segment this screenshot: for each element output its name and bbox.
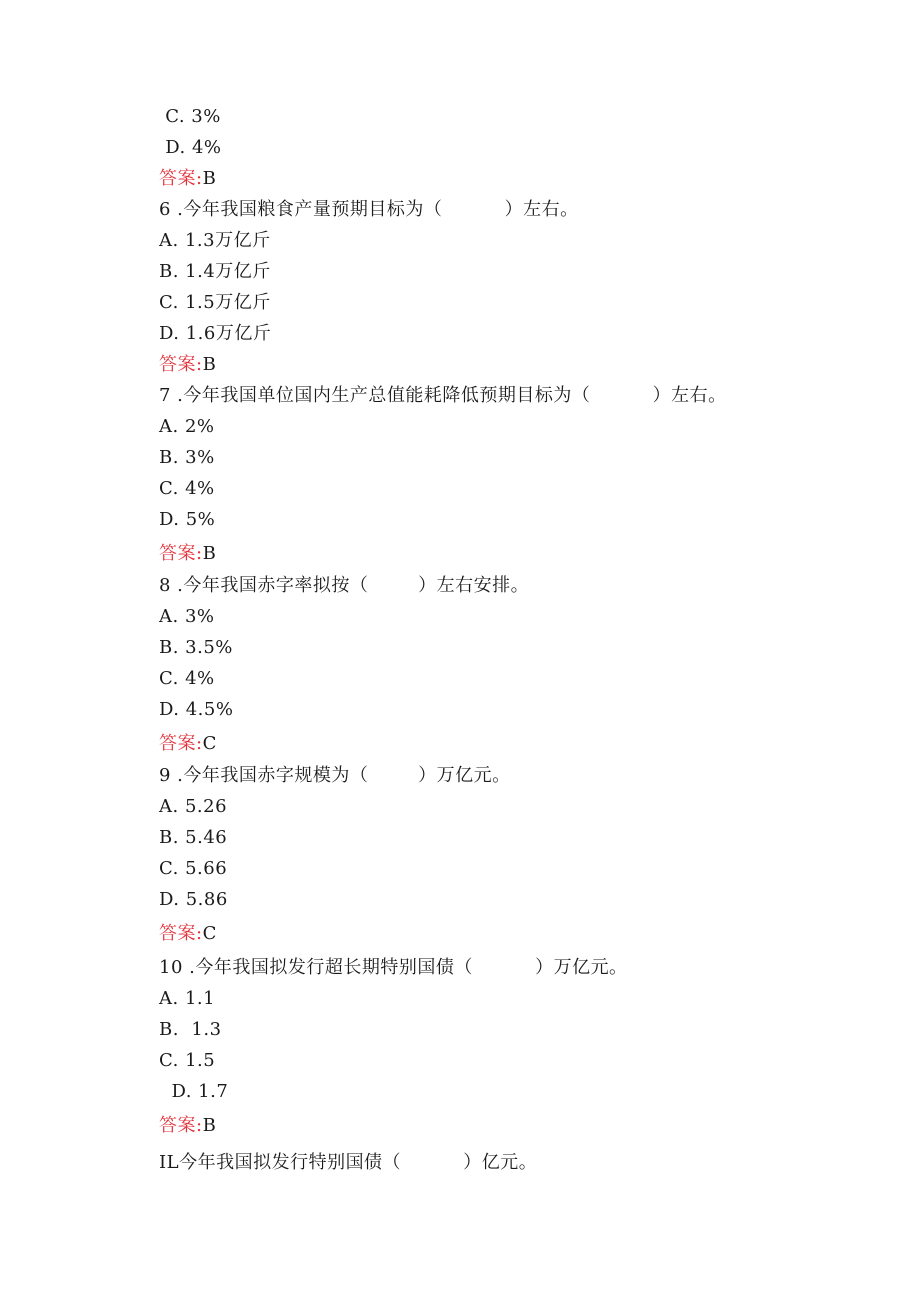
option-line: D. 1.6万亿斤 (159, 323, 272, 344)
option-line: B. 3% (159, 447, 215, 468)
option-line: C. 3% (159, 106, 221, 127)
option-line: C. 1.5万亿斤 (159, 292, 271, 313)
answer-line (159, 354, 216, 376)
answer-label: 答案: (159, 543, 203, 564)
answer-line (159, 923, 217, 945)
answer-line (159, 733, 217, 755)
question-line: 9 .今年我国赤字规模为（ ）万亿元。 (159, 765, 511, 786)
option-line: A. 3% (159, 606, 215, 627)
answer-value: B (202, 354, 217, 375)
option-line: B. 5.46 (159, 827, 228, 848)
option-line: A. 2% (159, 416, 215, 437)
option-line: D. 5% (159, 509, 216, 530)
option-line: A. 1.3万亿斤 (159, 230, 271, 251)
answer-line (159, 543, 216, 565)
answer-line (159, 1115, 216, 1137)
answer-label: 答案: (159, 1115, 203, 1136)
answer-value: B (202, 1115, 217, 1136)
answer-label: 答案: (159, 923, 203, 944)
answer-value: C (202, 923, 217, 944)
option-line: D. 4.5% (159, 699, 234, 720)
option-line: B. 3.5% (159, 637, 233, 658)
answer-label: 答案: (159, 733, 203, 754)
option-line: C. 5.66 (159, 858, 228, 879)
question-line: IL今年我国拟发行特别国债（ ）亿元。 (159, 1152, 538, 1173)
question-line: 6 .今年我国粮食产量预期目标为（ ）左右。 (159, 199, 579, 220)
answer-value: B (202, 168, 217, 189)
option-line: A. 1.1 (159, 988, 216, 1009)
option-line: D. 4% (159, 137, 222, 158)
option-line: B. 1.3 (159, 1019, 222, 1040)
question-line: 8 .今年我国赤字率拟按（ ）左右安排。 (159, 575, 530, 596)
answer-line (159, 168, 216, 190)
answer-value: B (202, 543, 217, 564)
question-line: 7 .今年我国单位国内生产总值能耗降低预期目标为（ ）左右。 (159, 385, 727, 406)
option-line: C. 1.5 (159, 1050, 216, 1071)
option-line: B. 1.4万亿斤 (159, 261, 271, 282)
option-line: C. 4% (159, 478, 215, 499)
option-line: A. 5.26 (159, 796, 228, 817)
answer-value: C (202, 733, 217, 754)
answer-label: 答案: (159, 354, 203, 375)
answer-label: 答案: (159, 168, 203, 189)
question-line: 10 .今年我国拟发行超长期特别国债（ ）万亿元。 (159, 957, 628, 978)
option-line: C. 4% (159, 668, 215, 689)
option-line: D. 1.7 (159, 1081, 229, 1102)
option-line: D. 5.86 (159, 889, 228, 910)
